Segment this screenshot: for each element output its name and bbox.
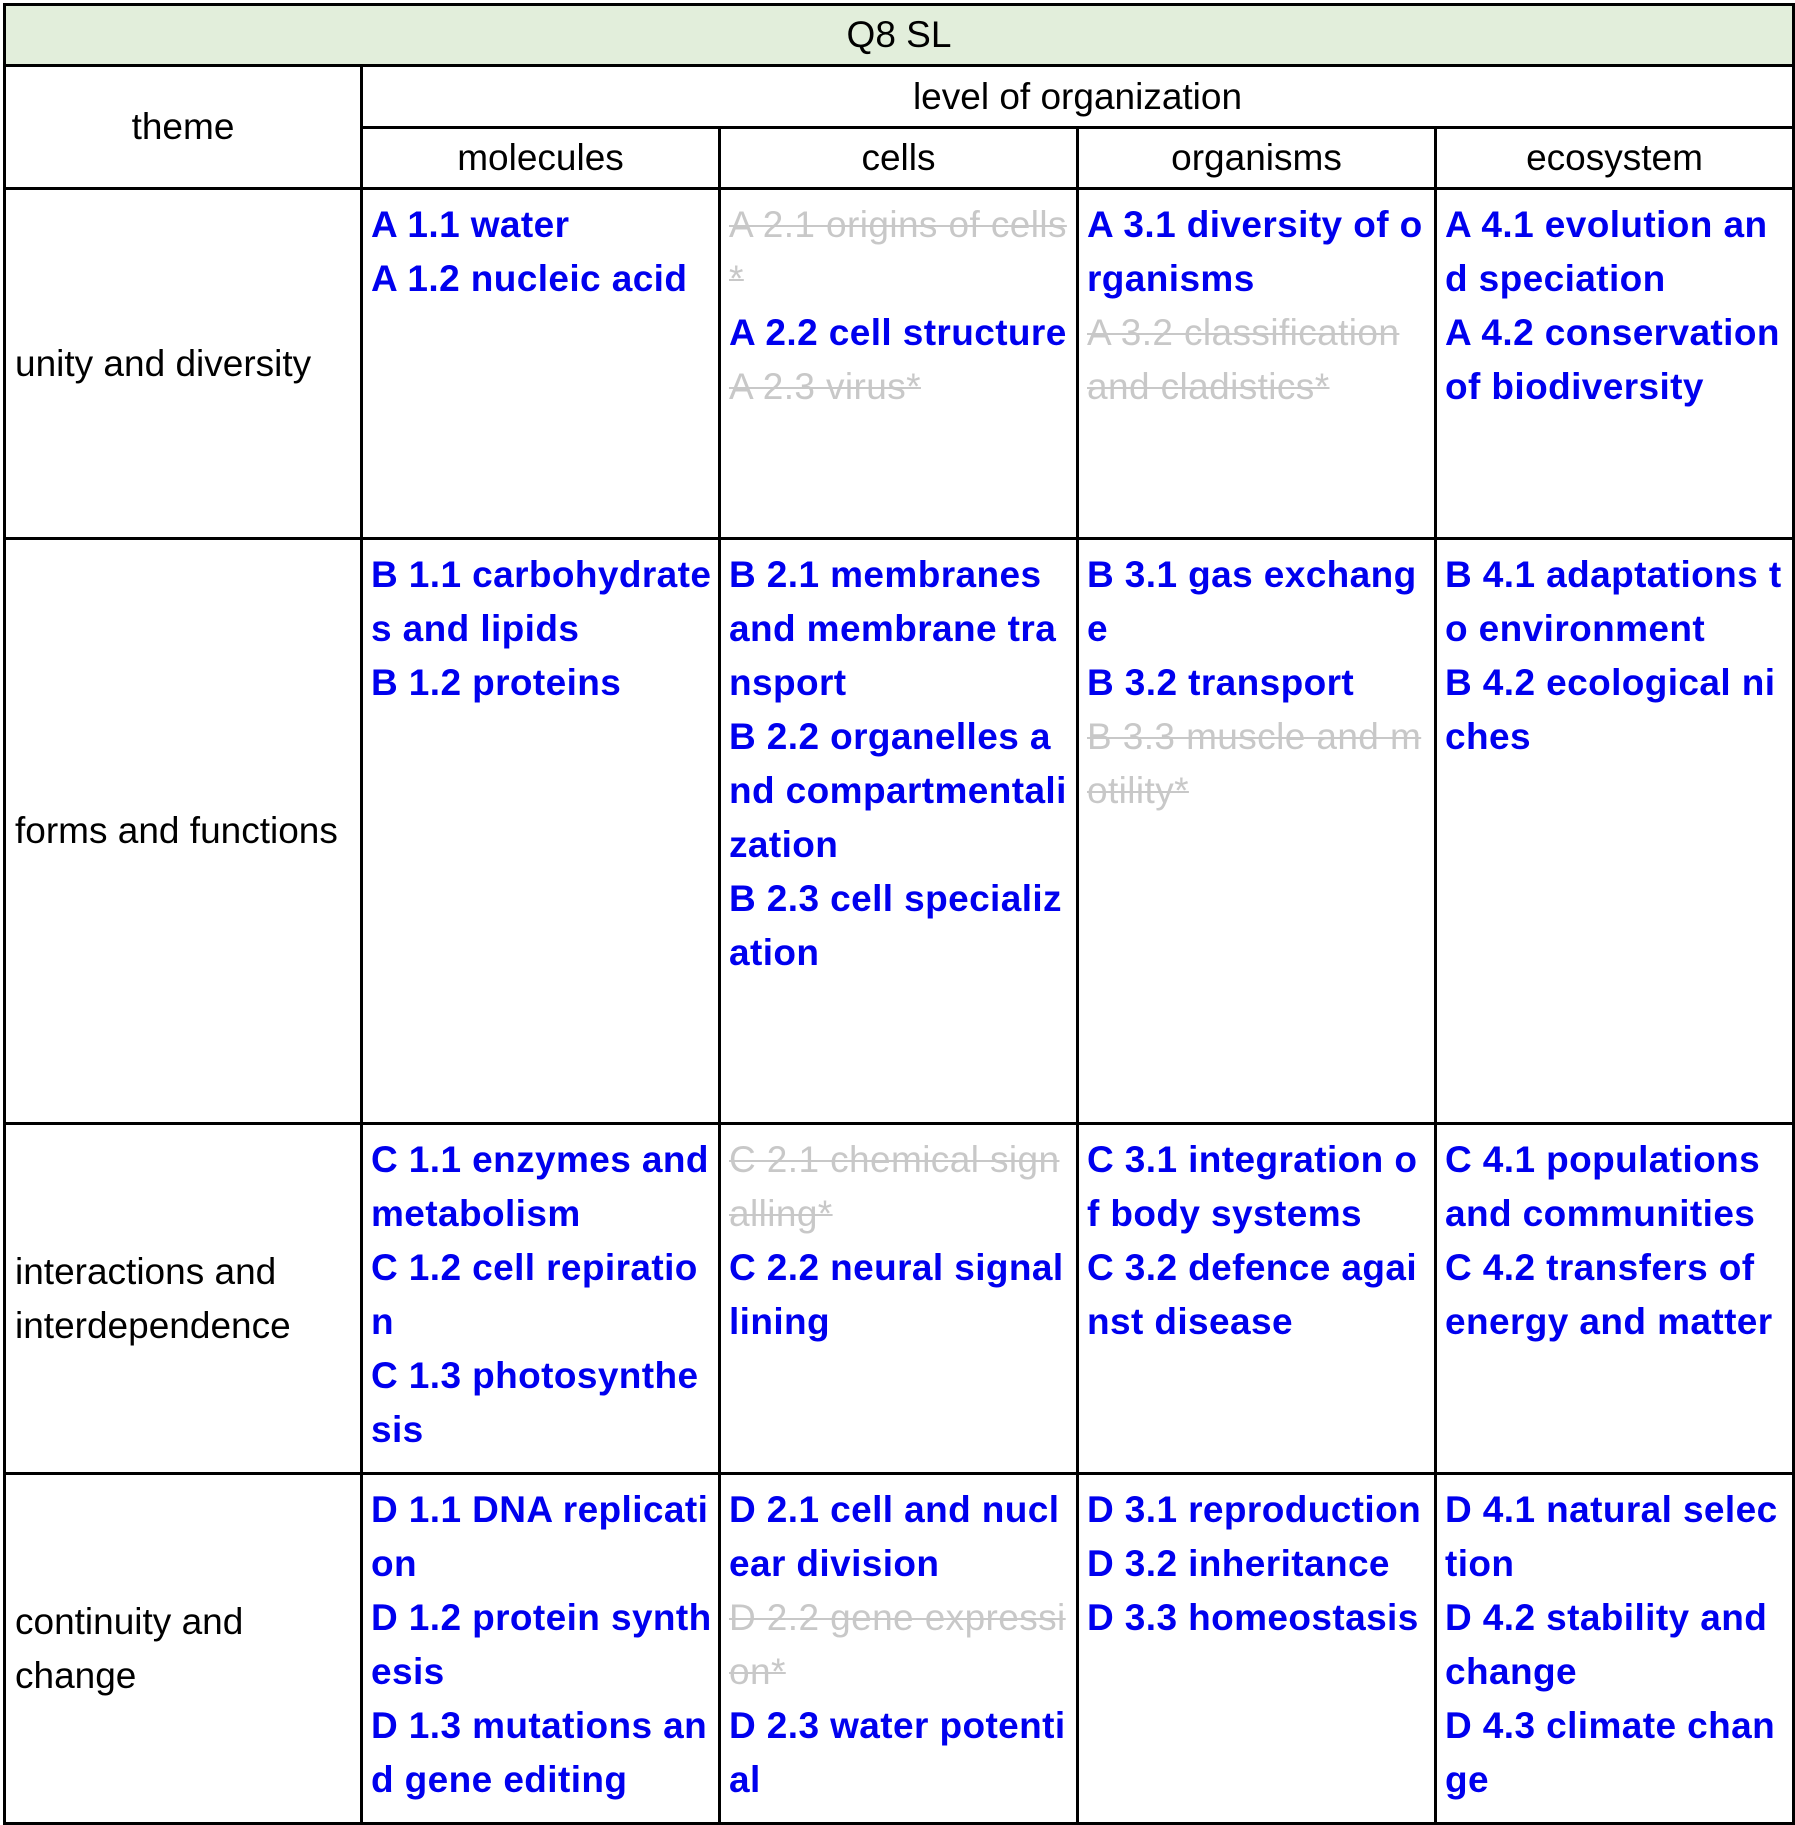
topic: D 3.2 inheritance — [1087, 1543, 1390, 1584]
topic: D 3.3 homeostasis — [1087, 1597, 1419, 1638]
topic: C 3.1 integration of body systems — [1087, 1139, 1418, 1234]
topic: D 1.2 protein synthesis — [371, 1597, 712, 1692]
topic: A 1.2 nucleic acid — [371, 258, 688, 299]
topic: D 2.1 cell and nuclear division — [729, 1489, 1060, 1584]
syllabus-table — [3, 3, 1795, 1825]
theme-label: unity and diversity — [5, 189, 362, 539]
excluded-topic: D 2.2 gene expression* — [729, 1597, 1066, 1692]
cells-header: cells — [720, 128, 1078, 189]
topic-cell — [1078, 1474, 1436, 1824]
topic-cell — [1436, 189, 1794, 539]
topic: D 4.2 stability and change — [1445, 1597, 1768, 1692]
topic: B 1.2 proteins — [371, 662, 622, 703]
topic: D 1.1 DNA replication — [371, 1489, 709, 1584]
topic-cell — [362, 1474, 720, 1824]
level-of-organization-header: level of organization — [362, 66, 1794, 128]
topic: B 3.1 gas exchange — [1087, 554, 1417, 649]
table-row — [5, 1124, 1794, 1474]
topic-cell — [362, 539, 720, 1124]
topic: B 4.1 adaptations to environment — [1445, 554, 1782, 649]
excluded-topic: B 3.3 muscle and motility* — [1087, 716, 1422, 811]
theme-label: continuity and change — [5, 1474, 362, 1824]
topic: A 3.1 diversity of organisms — [1087, 204, 1423, 299]
topic-cell — [1078, 539, 1436, 1124]
topic-cell — [720, 1124, 1078, 1474]
topic: B 2.1 membranes and membrane transport — [729, 554, 1057, 703]
topic-cell — [720, 189, 1078, 539]
topic: C 1.3 photosynthesis — [371, 1355, 699, 1450]
topic: C 2.2 neural signallining — [729, 1247, 1064, 1342]
topic: D 4.1 natural selection — [1445, 1489, 1778, 1584]
excluded-topic: A 2.3 virus* — [729, 366, 921, 407]
topic-cell — [362, 189, 720, 539]
molecules-header: molecules — [362, 128, 720, 189]
topic: D 3.1 reproduction — [1087, 1489, 1422, 1530]
topic: A 2.2 cell structure — [729, 312, 1067, 353]
topic: C 1.1 enzymes and metabolism — [371, 1139, 709, 1234]
topic-cell — [362, 1124, 720, 1474]
topic-cell — [1436, 1474, 1794, 1824]
topic: A 1.1 water — [371, 204, 570, 245]
topic: C 4.2 transfers of energy and matter — [1445, 1247, 1773, 1342]
table-row — [5, 1474, 1794, 1824]
topic: D 2.3 water potential — [729, 1705, 1066, 1800]
topic: B 2.2 organelles and compartmentalization — [729, 716, 1067, 865]
topic: C 4.1 populations and communities — [1445, 1139, 1761, 1234]
ecosystem-header: ecosystem — [1436, 128, 1794, 189]
topic: D 1.3 mutations and gene editing — [371, 1705, 708, 1800]
topic: C 1.2 cell repiration — [371, 1247, 698, 1342]
topic-cell — [1078, 189, 1436, 539]
table-row — [5, 539, 1794, 1124]
topic: D 4.3 climate change — [1445, 1705, 1776, 1800]
table-row — [5, 189, 1794, 539]
topic-cell — [1436, 1124, 1794, 1474]
topic: B 3.2 transport — [1087, 662, 1355, 703]
topic-cell — [720, 1474, 1078, 1824]
theme-label: forms and functions — [5, 539, 362, 1124]
theme-label: interactions and interdependence — [5, 1124, 362, 1474]
topic-cell — [720, 539, 1078, 1124]
topic-cell — [1078, 1124, 1436, 1474]
excluded-topic: A 2.1 origins of cells* — [729, 204, 1067, 299]
topic: B 1.1 carbohydrates and lipids — [371, 554, 712, 649]
excluded-topic: C 2.1 chemical signalling* — [729, 1139, 1060, 1234]
excluded-topic: A 3.2 classification and cladistics* — [1087, 312, 1400, 407]
organisms-header: organisms — [1078, 128, 1436, 189]
topic: B 4.2 ecological niches — [1445, 662, 1776, 757]
theme-header: theme — [5, 66, 362, 189]
topic: A 4.1 evolution and speciation — [1445, 204, 1768, 299]
topic: A 4.2 conservation of biodiversity — [1445, 312, 1780, 407]
topic: B 2.3 cell specialization — [729, 878, 1062, 973]
topic: C 3.2 defence against disease — [1087, 1247, 1418, 1342]
topic-cell — [1436, 539, 1794, 1124]
table-title: Q8 SL — [5, 5, 1794, 66]
